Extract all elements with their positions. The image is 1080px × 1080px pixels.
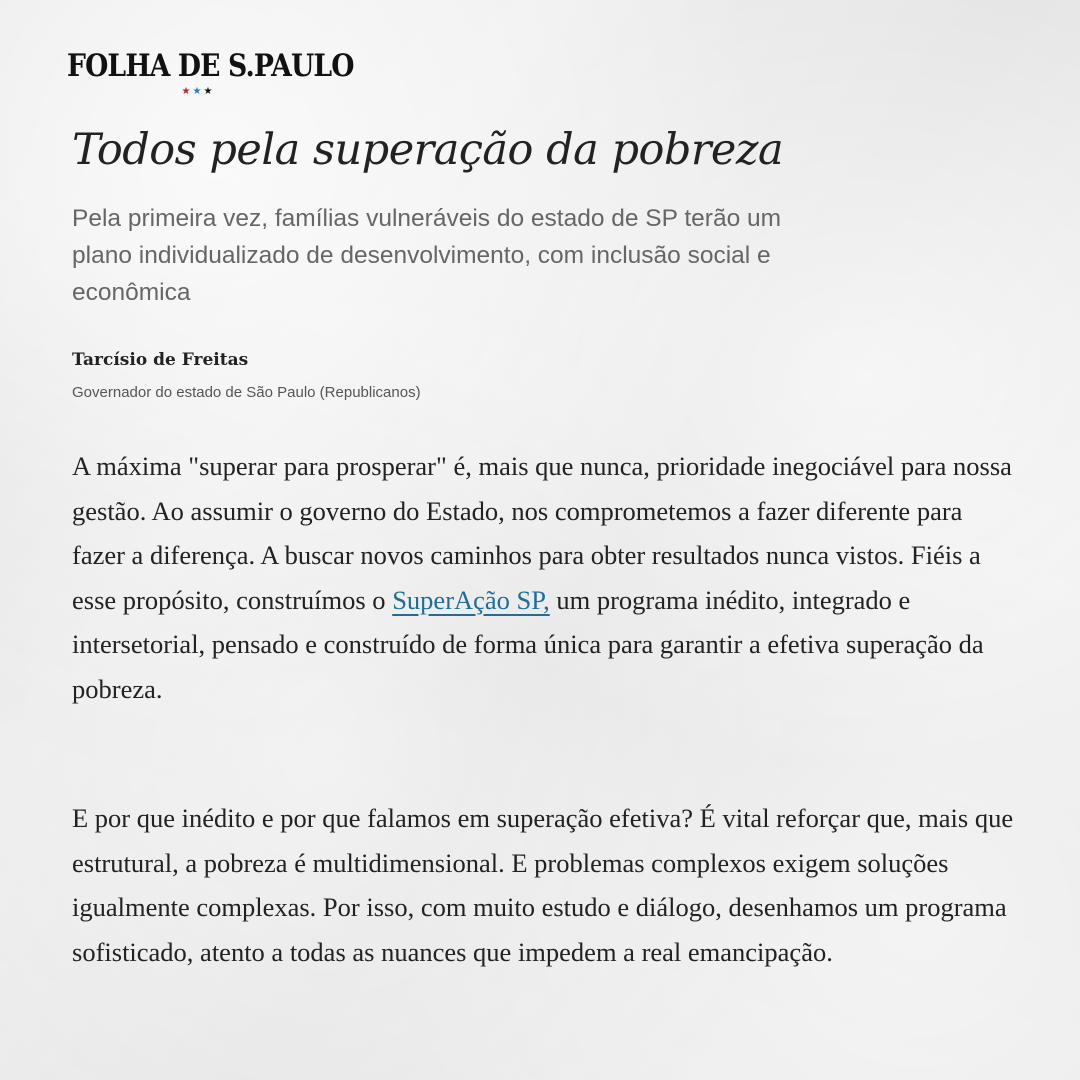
author-name[interactable]: Tarcísio de Freitas [72, 350, 249, 370]
masthead[interactable] [67, 48, 354, 98]
folha-logo[interactable]: FOLHA DE S.PAULO [67, 48, 354, 84]
masthead-stars [67, 86, 329, 98]
author-role: Governador do estado de São Paulo (Republicanos) [72, 384, 421, 401]
paragraph-text: um programa inédito, integrado e intersetorial, pensado e construído de forma única para garantir a efetiva superação da pobreza. [72, 584, 984, 704]
star-icon: ★ [181, 86, 193, 97]
article-headline: Todos pela superação da pobreza [72, 125, 784, 175]
star-icon: ★ [203, 86, 215, 97]
paragraph-text: A máxima "superar para prosperar" é, mais que nunca, prioridade inegociável para nossa gestão. Ao assumir o governo do Estado, nos comprometemos a fazer diferente para fazer a diferença. A buscar novos caminhos para obter resultados nunca vistos. Fiéis a esse propósito, construímos o [72, 451, 1012, 615]
article-subhead: Pela primeira vez, famílias vulneráveis do estado de SP terão um plano individualizado de desenvolvimento, com inclusão social e econômica [72, 205, 782, 306]
article-paragraph [72, 444, 1017, 711]
star-icon: ★ [192, 86, 204, 97]
article-paragraph: E por que inédito e por que falamos em superação efetiva? É vital reforçar que, mais que estrutural, a pobreza é multidimensional. E problemas complexos exigem soluções igualmente complexas. Por isso, com muito estudo e diálogo, desenhamos um programa sofisticado, atento a todas as nuances que impedem a real emancipação. [72, 803, 1014, 967]
superacao-sp-link[interactable]: SuperAção SP, [392, 584, 550, 615]
